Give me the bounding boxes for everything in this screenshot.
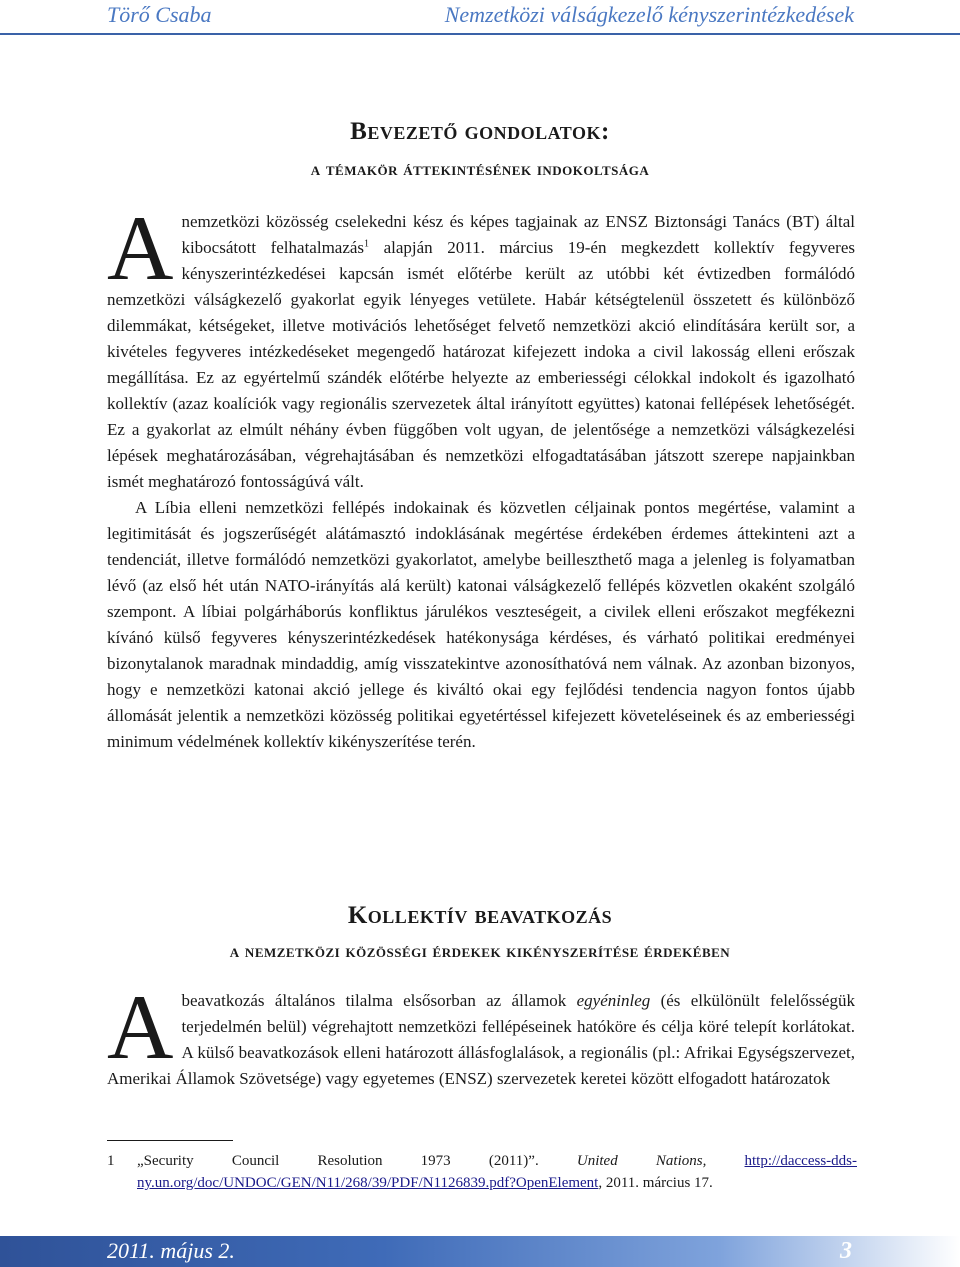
section2-p1-text-a: beavatkozás általános tilalma elsősorban az államok (181, 991, 577, 1010)
section2-p1-italic: egyéninleg (576, 991, 651, 1010)
footnote-divider (107, 1140, 233, 1141)
section1-paragraph-2: A Líbia elleni nemzetközi fellépés indokainak és közvetlen céljainak pontos megértése, valamint a legitimitását és jogszerűségét alátámasztó indoklásának megértése érdekében érdemes áttekinteni azt a tendenciát, illetve formálódó nemzetközi gyakorlatot, amelybe beilleszthető maga a jelenleg is folyamatban lévő (az első hét után NATO-irányítás alá került) katonai válságkezelő fellépés közvetlen okaként szolgáló szempont. A líbiai polgárháborús konfliktus járulékos veszteségeit, a civilek elleni erőszakot megfékezni kívánó külső fegyveres kényszerintézkedések hatékonysága kérdéses, és várható politikai eredményei bizonytalanok maradnak mindaddig, amíg visszatekintve azonosíthatóvá nem válnak. Az azonban bizonyos, hogy e nemzetközi katonai akció jellege és kiváltó okai egy fejlődési tendencia nagyon fontos újabb állomását jelentik a nemzetközi közösség politikai egyetértéssel kifejezett követeléseinek és az emberiességi minimum védelmének kollektív kikényszerítése terén. (107, 498, 855, 751)
section1-title: Bevezető gondolatok: (350, 118, 610, 145)
section1-p1-text-b: alapján 2011. március 19-én megkezdett kollektív fegyveres kényszerintézkedései kapcsán ismét előtérbe került az utóbbi két évtizedben formálódó nemzetközi válságkezelő gyakorlat egyik lényeges vetülete. Habár kétségtelenül összetett és különböző dilemmákat, kétségeket, illetve motivációs lehetőséget felvető nemzetközi akció elindítására került sor, a kivételes fegyveres intézkedéseket megengedő határozat kifejezett indoka a civil lakosság elleni erőszak megállítása. Ez az egyértelmű szándék előtérbe helyezte az emberiességi célokkal indokolt és igazolható kollektív (azaz koalíciók vagy regionális szervezetek által irányított együttes) katonai fellépések lehetőségét. Ez a gyakorlat az elmúlt néhány évben függőben volt ugyan, de jelentősége a nemzetközi válságkezelési lépések meghatározásában, végrehajtásában és nemzetközi elfogadtatásában játszott szerepe napjainkban ismét meghatározó fontosságúvá vált. (107, 238, 855, 491)
section2-body (107, 976, 855, 1092)
page-number: 3 (840, 1238, 852, 1264)
footnote-ref-1[interactable]: 1 (364, 238, 370, 250)
section2-paragraph-1 (107, 976, 855, 1092)
footnote-citation: „Security Council Resolution 1973 (2011)”. (137, 1153, 577, 1169)
dropcap-a-2: A (107, 976, 174, 1078)
footnote-date: , 2011. március 17. (598, 1175, 713, 1191)
section1-p1-text-a: nemzetközi közösség cselekedni kész és képes tagjainak az ENSZ Biztonsági Tanács (BT) által kibocsátott felhatalmazás (181, 212, 855, 257)
footnote-1 (107, 1150, 857, 1194)
footnote-text (137, 1150, 857, 1194)
section1-body (107, 197, 855, 755)
section1-subtitle: a témakör áttekintésének indokoltsága (310, 159, 650, 180)
section2-subtitle: a nemzetközi közösségi érdekek kikényszerítése érdekében (229, 941, 731, 962)
section2-p1-text-b: (és elkülönült felelősségük terjedelmén belül) végrehajtott nemzetközi fellépéseinek hatóköre és célja köré telepít korlátokat. A külső beavatkozások elleni határozott állásfoglalások, a regionális (pl.: Afrikai Egységszervezet, Amerikai Államok Szövetsége) vagy egyetemes (ENSZ) szervezetek keretei között elfogadott határozatok (107, 991, 855, 1088)
footer-date: 2011. május 2. (107, 1238, 235, 1263)
footnote-number: 1 (107, 1153, 115, 1169)
header-author: Törő Csaba (107, 2, 212, 27)
footnote-link[interactable]: http://daccess-dds-ny.un.org/doc/UNDOC/GEN/N11/268/39/PDF/N1126839.pdf?OpenElement (137, 1153, 857, 1191)
header-running-title: Nemzetközi válságkezelő kényszerintézkedések (444, 2, 854, 27)
page-footer (0, 1236, 960, 1267)
dropcap-a: A (107, 197, 174, 299)
page-header (0, 0, 960, 35)
footnote-source: United Nations, (576, 1153, 707, 1169)
section2-title: Kollektív beavatkozás (347, 902, 613, 929)
section1-paragraph-1 (107, 197, 855, 495)
